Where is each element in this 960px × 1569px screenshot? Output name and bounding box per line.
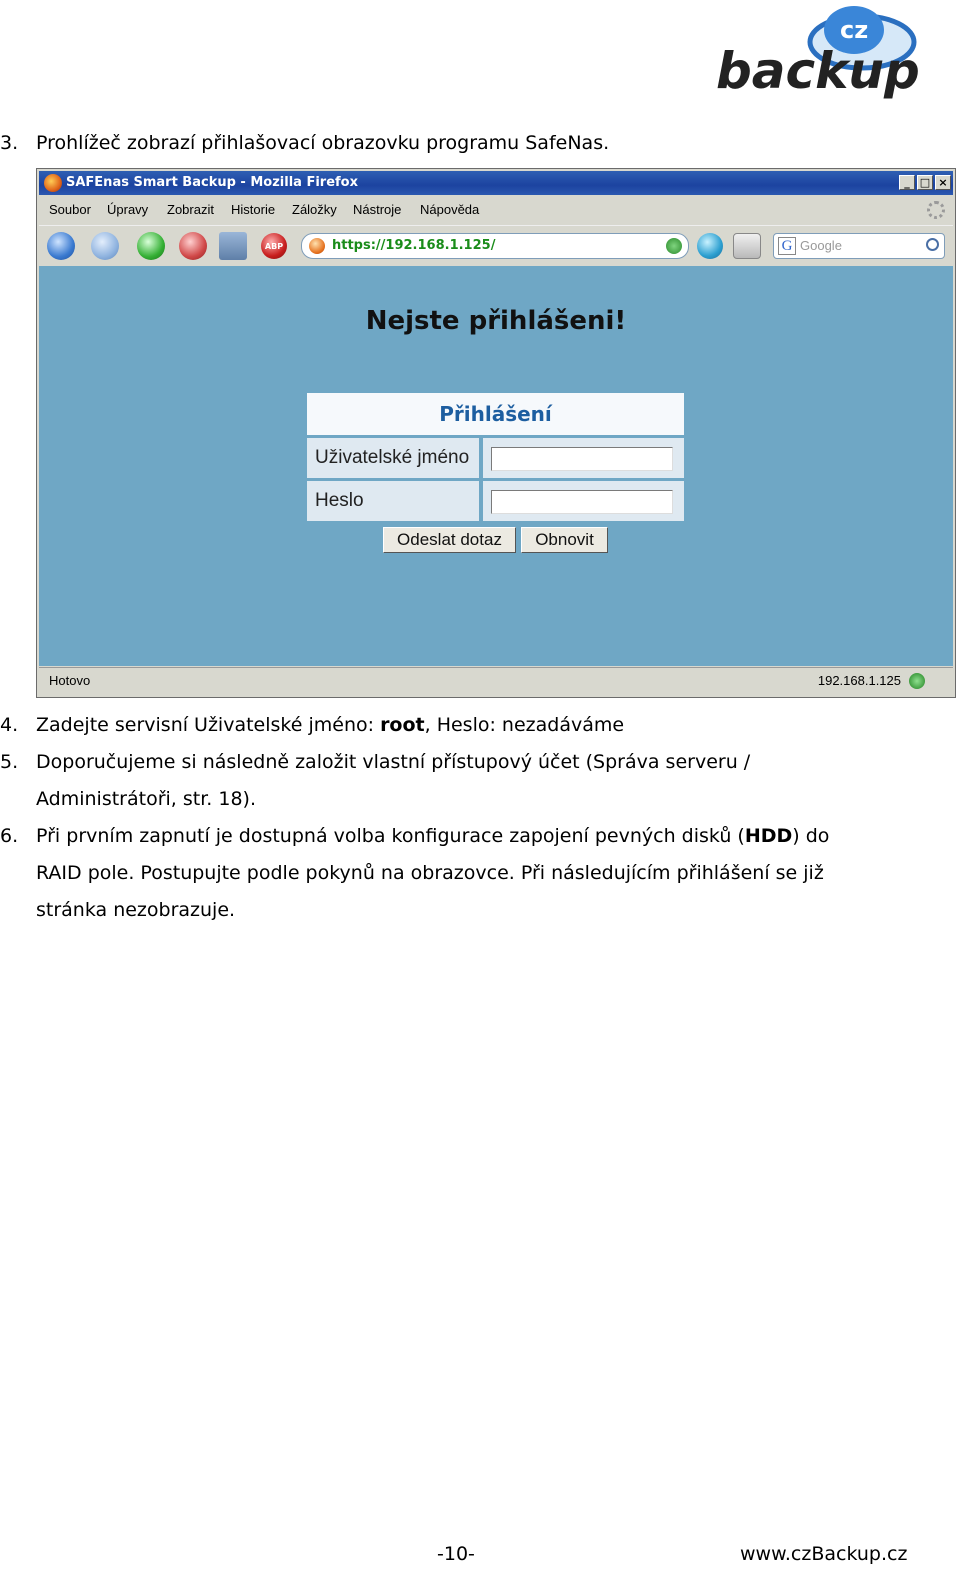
item-text-bold: root — [380, 714, 425, 736]
maximize-button[interactable]: □ — [917, 175, 933, 190]
menu-bar — [39, 197, 953, 223]
search-icon[interactable] — [926, 238, 939, 251]
item-text-line2: Administrátoři, str. 18). — [36, 788, 257, 810]
menu-nastroje[interactable]: Nástroje — [353, 202, 402, 217]
username-label: Uživatelské jméno — [307, 438, 479, 478]
address-bar[interactable] — [301, 233, 689, 259]
window-titlebar — [39, 171, 953, 195]
minimize-button[interactable]: _ — [899, 175, 915, 190]
password-input[interactable] — [491, 490, 673, 514]
status-ip: 192.168.1.125 — [817, 673, 901, 688]
username-row — [307, 438, 684, 478]
item-text-line3: stránka nezobrazuje. — [36, 899, 236, 921]
item-text-post: ) do — [792, 825, 830, 847]
forward-icon[interactable] — [91, 232, 119, 260]
username-cell — [483, 438, 684, 478]
address-url[interactable]: https://192.168.1.125/ — [332, 238, 496, 253]
status-bar — [39, 667, 953, 696]
window-title: SAFEnas Smart Backup - Mozilla Firefox — [66, 175, 358, 190]
login-title: Přihlášení — [307, 393, 684, 435]
reload-icon[interactable] — [137, 232, 165, 260]
logo-text: backup — [716, 42, 920, 100]
item-text-pre: Při prvním zapnutí je dostupná volba konfigurace zapojení pevných disků ( — [36, 825, 745, 847]
submit-button[interactable]: Odeslat dotaz — [383, 527, 516, 553]
menu-zobrazit[interactable]: Zobrazit — [167, 202, 214, 217]
menu-zalozky[interactable]: Záložky — [292, 202, 337, 217]
site-icon — [309, 238, 325, 254]
item-text-bold: HDD — [744, 825, 793, 847]
status-text: Hotovo — [49, 673, 91, 688]
search-placeholder[interactable]: Google — [800, 238, 842, 253]
item-text — [36, 713, 624, 737]
item-number: 5. — [0, 751, 19, 773]
page-number: -10- — [437, 1543, 475, 1565]
item-text-line1 — [36, 824, 829, 848]
google-icon: G — [778, 237, 796, 255]
menu-soubor[interactable]: Soubor — [49, 202, 91, 217]
page-heading: Nejste přihlášeni! — [365, 306, 627, 336]
stop-icon[interactable] — [179, 232, 207, 260]
item-number: 4. — [0, 714, 19, 736]
item-text-post: , Heslo: nezadáváme — [424, 714, 625, 736]
item-number: 3. — [0, 132, 19, 154]
menu-napoveda[interactable]: Nápověda — [420, 202, 480, 217]
password-label: Heslo — [307, 481, 479, 521]
logo-badge: cz — [840, 16, 869, 44]
search-box[interactable] — [773, 233, 945, 259]
extension-icon[interactable] — [697, 233, 723, 259]
item-text: Prohlížeč zobrazí přihlašovací obrazovku programu SafeNas. — [36, 132, 610, 154]
menu-upravy[interactable]: Úpravy — [107, 202, 149, 217]
browser-screenshot — [36, 168, 956, 698]
item-text-pre: Zadejte servisní Uživatelské jméno: — [36, 714, 381, 736]
secure-icon — [909, 673, 925, 689]
throbber-icon — [927, 201, 945, 219]
adblock-icon[interactable]: ABP — [261, 233, 287, 259]
item-text-line1: Doporučujeme si následně založit vlastní přístupový účet (Správa serveru / — [36, 751, 751, 773]
item-number: 6. — [0, 825, 19, 847]
home-icon[interactable] — [219, 232, 247, 260]
username-input[interactable] — [491, 447, 673, 471]
item-text-line2: RAID pole. Postupujte podle pokynů na obrazovce. Při následujícím přihlášení se již — [36, 862, 824, 884]
reset-button[interactable]: Obnovit — [521, 527, 608, 553]
password-row — [307, 481, 684, 521]
firefox-icon — [44, 174, 62, 192]
navigation-toolbar — [39, 225, 953, 267]
go-icon[interactable] — [666, 238, 682, 254]
footer-website[interactable]: www.czBackup.cz — [740, 1543, 908, 1565]
page-content — [39, 266, 953, 666]
back-icon[interactable] — [47, 232, 75, 260]
close-button[interactable]: × — [935, 175, 951, 190]
print-icon[interactable] — [733, 233, 761, 259]
czbackup-logo — [714, 2, 924, 102]
menu-historie[interactable]: Historie — [231, 202, 276, 217]
password-cell — [483, 481, 684, 521]
